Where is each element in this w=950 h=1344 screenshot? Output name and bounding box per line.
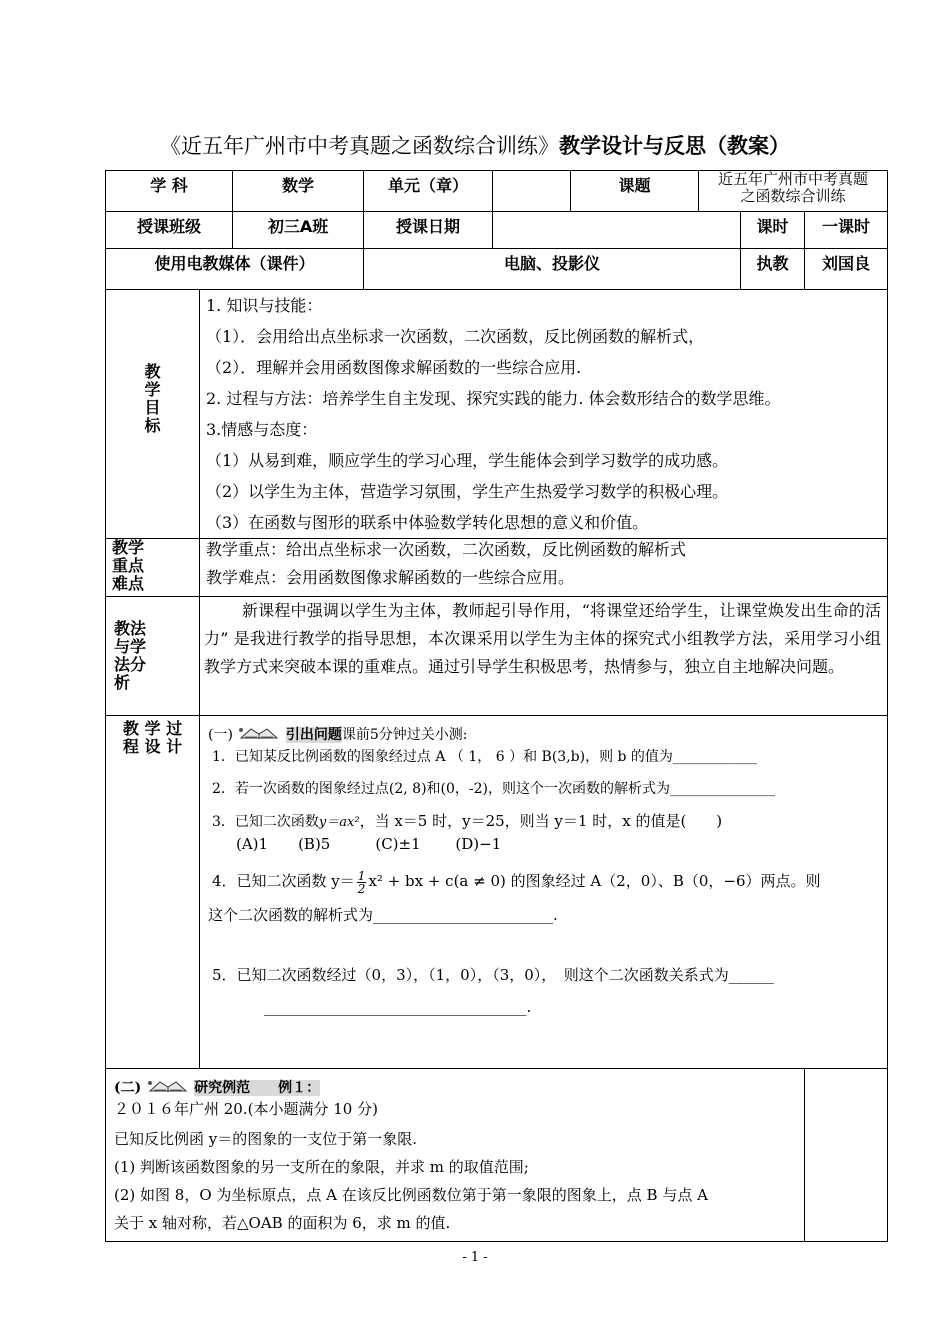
lesson-plan-table <box>105 170 888 1242</box>
process-label-line: 教 学 过 <box>122 719 183 738</box>
example-line: ２０１６年广州 20.(本小题满分 10 分) <box>114 1100 378 1118</box>
key-points-label-line: 难点 <box>112 574 145 593</box>
key-difficulty: 教学难点：会用函数图像求解函数的一些综合应用。 <box>206 568 575 587</box>
objective-line: 1. 知识与技能： <box>206 296 323 315</box>
subject-label: 学 科 <box>106 171 233 212</box>
methods-label-line: 教法 <box>114 619 147 638</box>
example-line: 已知反比例函 y＝的图象的一支位于第一象限. <box>114 1130 418 1148</box>
title-normal: 《近五年广州市中考真题之函数综合训练》 <box>160 134 559 158</box>
topic-value-line2: 之函数综合训练 <box>740 187 846 205</box>
question-5: 5．已知二次函数经过（0，3），（1，0），（3，0）， 则这个二次函数关系式为______ <box>212 966 774 984</box>
methods-label-line: 与学 <box>114 637 147 656</box>
example-prefix: (二) <box>114 1080 142 1096</box>
date-label: 授课日期 <box>364 212 493 249</box>
methods-label-line: 析 <box>114 673 131 692</box>
part1-sub: 课前5分钟过关小测: <box>341 727 468 743</box>
objective-line: （1）从易到难，顺应学生的学习心理，学生能体会到学习数学的成功感。 <box>206 451 729 470</box>
question-4-fraction <box>357 870 367 895</box>
question-2: 2．若一次函数的图象经过点(2, 8)和(0，-2)，则这个一次函数的解析式为_______________ <box>212 781 776 797</box>
question-3-rest: ，当 x＝5 时，y＝25，则当 y＝1 时，x 的值是( ) <box>359 812 723 830</box>
topic-value-line1: 近五年广州市中考真题 <box>718 170 869 188</box>
header-row-2 <box>106 212 888 249</box>
key-focus: 教学重点：给出点坐标求一次函数，二次函数，反比例函数的解析式 <box>206 540 687 559</box>
part1-title: 引出问题 <box>285 727 342 743</box>
example-title: 研究例范 例１： <box>194 1080 321 1096</box>
objectives-label-char: 目 <box>144 398 161 417</box>
process-label <box>106 716 200 1069</box>
objectives-label <box>106 290 200 539</box>
teacher-label: 执教 <box>741 249 805 290</box>
fraction-denominator: 2 <box>357 881 366 896</box>
question-3-options: (A)1 (B)5 (C)±1 (D)−1 <box>236 835 502 853</box>
process-row <box>106 716 888 1069</box>
question-5-continued: ___________________________________. <box>264 998 532 1016</box>
example-row <box>106 1069 888 1242</box>
objectives-label-char: 学 <box>144 380 161 399</box>
hours-value: 一课时 <box>805 212 888 249</box>
question-4-continued: 这个二次函数的解析式为________________________. <box>208 906 558 924</box>
question-3-formula: y＝ax² <box>318 815 360 830</box>
date-value <box>493 212 741 249</box>
objectives-row <box>106 290 888 539</box>
methods-label-line: 法分 <box>114 655 147 674</box>
objective-line: 2. 过程与方法：培养学生自主发现、探究实践的能力. 体会数形结合的数学思维。 <box>206 389 781 408</box>
example-line: (2) 如图 8，O 为坐标原点，点 A 在该反比例函数位第于第一象限的图象上，点 B 与点 A <box>114 1186 708 1204</box>
fraction-numerator: 1 <box>357 868 366 883</box>
question-4-lead: 4．已知二次函数 y＝ <box>212 872 355 890</box>
example-line: 关于 x 轴对称，若△OAB 的面积为 6，求 m 的值. <box>114 1214 451 1232</box>
question-4 <box>208 866 887 896</box>
objective-line: （3）在函数与图形的联系中体验数学转化思想的意义和价值。 <box>206 513 649 532</box>
methods-row <box>106 597 888 716</box>
key-points-content <box>200 539 888 597</box>
header-row-3 <box>106 249 888 290</box>
subject-value: 数学 <box>233 171 364 212</box>
header-row-1 <box>106 171 888 212</box>
page-title <box>0 130 950 160</box>
part1-prefix: (一) <box>208 727 233 743</box>
topic-label: 课题 <box>571 171 699 212</box>
objectives-content <box>200 290 888 539</box>
objective-line: 3.情感与态度： <box>206 420 318 439</box>
example-line: (1) 判断该函数图象的另一支所在的象限，并求 m 的取值范围; <box>114 1158 529 1176</box>
part1-heading <box>208 724 887 746</box>
methods-content <box>200 597 888 716</box>
process-content <box>200 716 888 1069</box>
example-content <box>106 1069 805 1242</box>
title-bold: 教学设计与反思（教案） <box>559 134 790 158</box>
question-4-rest: x² + bx + c(a ≠ 0) 的图象经过 A（2，0）、B（0，−6）两点。则 <box>368 872 821 890</box>
teacher-value: 刘国良 <box>805 249 888 290</box>
key-points-label-line: 教学 <box>112 538 145 557</box>
process-label-line: 程 设 计 <box>122 737 183 756</box>
media-value: 电脑、投影仪 <box>364 249 741 290</box>
key-points-label-line: 重点 <box>112 556 145 575</box>
unit-value <box>493 171 571 212</box>
example-side-cell <box>805 1069 888 1242</box>
hours-label: 课时 <box>741 212 805 249</box>
unit-label: 单元（章） <box>364 171 493 212</box>
objective-line: （1）．会用给出点坐标求一次函数，二次函数，反比例函数的解析式， <box>206 327 705 346</box>
objectives-label-char: 标 <box>144 416 161 435</box>
media-label: 使用电教媒体（课件） <box>106 249 364 290</box>
book-icon <box>146 1078 190 1094</box>
book-icon <box>237 725 281 741</box>
objectives-label-char: 教 <box>144 362 161 381</box>
key-points-label <box>106 539 200 597</box>
class-label: 授课班级 <box>106 212 233 249</box>
objective-line: （2）．理解并会用函数图像求解函数的一些综合应用. <box>206 358 582 377</box>
methods-label <box>106 597 200 716</box>
question-1: 1．已知某反比例函数的图象经过点 A （ 1， 6 ）和 B(3,b)，则 b 的值为____________ <box>212 749 757 765</box>
page-number: - 1 - <box>462 1250 488 1265</box>
methods-text: 新课程中强调以学生为主体，教师起引导作用，“将课堂还给学生，让课堂焕发出生命的活力” 是我进行教学的指导思想，本次课采用以学生为主体的探究式小组教学方法，采用学习小组教学方式来突破本课的重难点。通过引导学生积极思考，热情参与，独立自主地解决问题。 <box>204 601 882 676</box>
example-heading <box>114 1077 804 1099</box>
question-3-lead: 3．已知二次函数 <box>212 814 319 830</box>
key-points-row <box>106 539 888 597</box>
class-value: 初三A班 <box>233 212 364 249</box>
question-3 <box>208 810 887 834</box>
objective-line: （2）以学生为主体，营造学习氛围，学生产生热爱学习数学的积极心理。 <box>206 482 729 501</box>
topic-value <box>699 171 888 212</box>
